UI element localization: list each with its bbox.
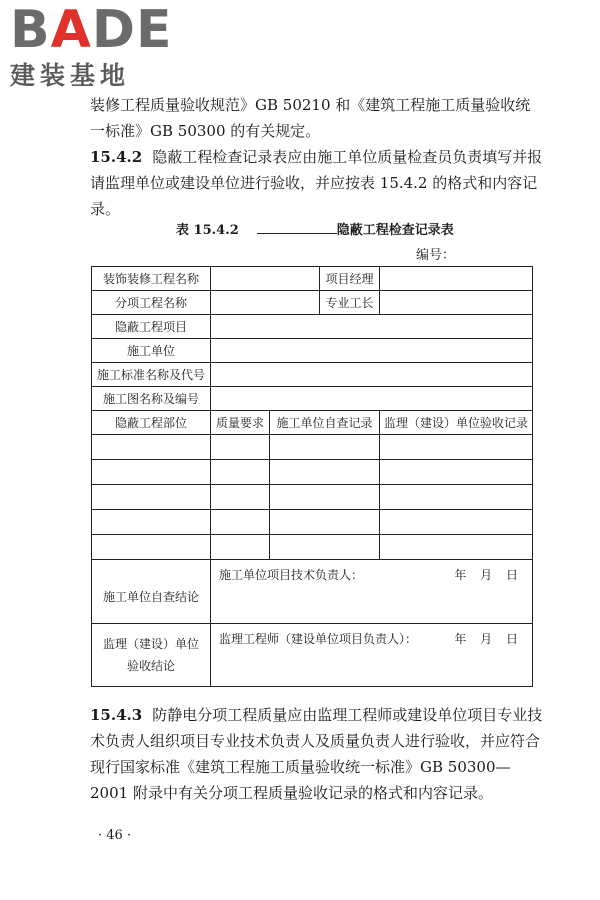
- project-name-value: [211, 267, 320, 291]
- logo-wordmark: BADE: [10, 0, 173, 60]
- inspection-record-table: [91, 266, 533, 687]
- table-row: [92, 535, 533, 560]
- header-supervisor-record: 监理（建设）单位验收记录: [380, 411, 533, 435]
- table-row: [92, 510, 533, 535]
- acceptance-signature-cell: [211, 624, 533, 687]
- table-title: 隐蔽工程检查记录表: [336, 223, 454, 238]
- self-check-date: 年 月 日: [454, 568, 518, 582]
- page-number: · 46 ·: [98, 828, 132, 843]
- paragraph-continuation: 装修工程质量验收规范》GB 50210 和《建筑工程施工质量验收统一标准》GB 50300 的有关规定。: [90, 96, 531, 140]
- drawing-value: [211, 387, 533, 411]
- project-manager-value: [380, 267, 533, 291]
- table-row: [92, 435, 533, 460]
- standard-value: [211, 363, 533, 387]
- acceptance-conclusion-label: 监理（建设）单位 验收结论: [92, 624, 211, 687]
- self-check-signature-label: 施工单位项目技术负责人：: [219, 568, 364, 582]
- header-self-check: 施工单位自查记录: [270, 411, 380, 435]
- section-15-4-2: [90, 144, 545, 222]
- contractor-value: [211, 339, 533, 363]
- brand-logo: [10, 2, 210, 102]
- project-name-label: 装饰装修工程名称: [92, 267, 211, 291]
- acceptance-signature-label: 监理工程师（建设单位项目负责人）：: [219, 632, 418, 646]
- table-row: [92, 315, 533, 339]
- caption-blank-line: [257, 221, 337, 234]
- table-row: [92, 267, 533, 291]
- standard-label: 施工标准名称及代号: [92, 363, 211, 387]
- contractor-label: 施工单位: [92, 339, 211, 363]
- header-quality-requirement: 质量要求: [211, 411, 270, 435]
- foreman-label: 专业工长: [320, 291, 380, 315]
- serial-number-label: 编号：: [416, 248, 456, 263]
- self-check-signature-cell: [211, 560, 533, 624]
- section-number: 15.4.3: [90, 706, 143, 724]
- subitem-name-label: 分项工程名称: [92, 291, 211, 315]
- table-row: [92, 485, 533, 510]
- table-row: [92, 387, 533, 411]
- table-row: [92, 363, 533, 387]
- table-caption: [176, 219, 454, 238]
- logo-subtitle: 建装基地: [10, 61, 131, 90]
- table-header-row: [92, 411, 533, 435]
- drawing-label: 施工图名称及编号: [92, 387, 211, 411]
- table-row: [92, 460, 533, 485]
- foreman-value: [380, 291, 533, 315]
- table-number: 表 15.4.2: [176, 223, 239, 238]
- acceptance-date: 年 月 日: [454, 632, 518, 646]
- table-row: [92, 291, 533, 315]
- concealed-item-value: [211, 315, 533, 339]
- header-location: 隐蔽工程部位: [92, 411, 211, 435]
- table-row: [92, 560, 533, 624]
- concealed-item-label: 隐蔽工程项目: [92, 315, 211, 339]
- project-manager-label: 项目经理: [320, 267, 380, 291]
- section-15-4-3: [90, 702, 545, 806]
- subitem-name-value: [211, 291, 320, 315]
- table-row: [92, 339, 533, 363]
- section-text: 防静电分项工程质量应由监理工程师或建设单位项目专业技术负责人组织项目专业技术负责人及质量负责人进行验收，并应符合现行国家标准《建筑工程施工质量验收统一标准》GB 50300—2001 附录中有关分项工程质量验收记录的格式和内容记录。: [90, 706, 543, 802]
- section-text: 隐蔽工程检查记录表应由施工单位质量检查员负责填写并报请监理单位或建设单位进行验收，并应按表 15.4.2 的格式和内容记录。: [90, 148, 543, 218]
- section-number: 15.4.2: [90, 148, 143, 166]
- self-check-conclusion-label: 施工单位自查结论: [92, 560, 211, 624]
- table-row: [92, 624, 533, 687]
